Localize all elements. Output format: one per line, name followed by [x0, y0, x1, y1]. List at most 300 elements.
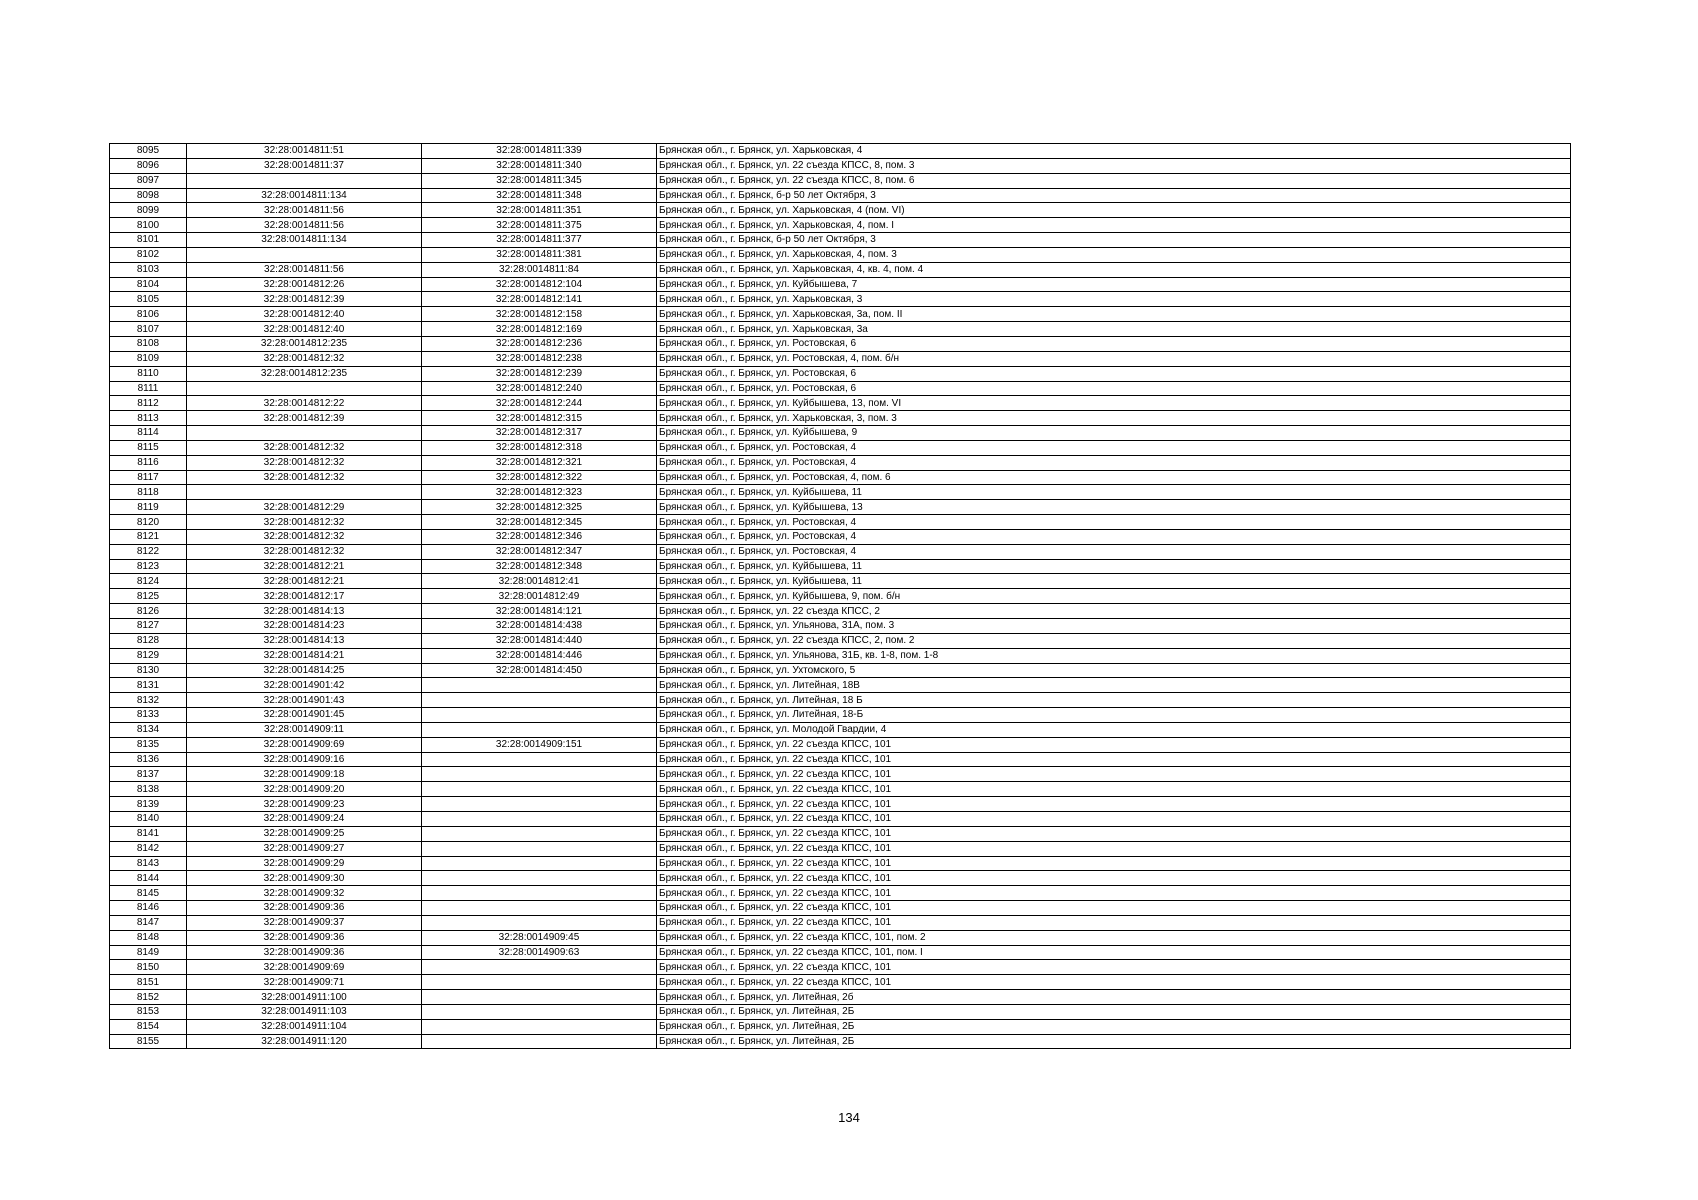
parcel-cadastral-number-cell: 32:28:0014811:37 — [187, 158, 422, 173]
address-cell: Брянская обл., г. Брянск, ул. Ухтомского, 5 — [657, 663, 1571, 678]
row-number-cell: 8097 — [110, 173, 187, 188]
address-cell: Брянская обл., г. Брянск, ул. Ростовская, 4 — [657, 440, 1571, 455]
address-cell: Брянская обл., г. Брянск, ул. 22 съезда КПСС, 101 — [657, 767, 1571, 782]
parcel-cadastral-number-cell: 32:28:0014812:40 — [187, 322, 422, 337]
row-number-cell: 8099 — [110, 203, 187, 218]
address-cell: Брянская обл., г. Брянск, ул. Харьковская, 4, пом. 3 — [657, 247, 1571, 262]
parcel-cadastral-number-cell: 32:28:0014909:29 — [187, 856, 422, 871]
parcel-cadastral-number-cell: 32:28:0014909:36 — [187, 930, 422, 945]
parcel-cadastral-number-cell: 32:28:0014909:36 — [187, 945, 422, 960]
table-row — [110, 500, 1571, 515]
address-cell: Брянская обл., г. Брянск, ул. 22 съезда КПСС, 101 — [657, 886, 1571, 901]
row-number-cell: 8106 — [110, 307, 187, 322]
row-number-cell: 8101 — [110, 233, 187, 248]
object-cadastral-number-cell — [422, 826, 657, 841]
object-cadastral-number-cell — [422, 841, 657, 856]
address-cell: Брянская обл., г. Брянск, ул. Литейная, 18В — [657, 678, 1571, 693]
object-cadastral-number-cell — [422, 782, 657, 797]
row-number-cell: 8129 — [110, 648, 187, 663]
address-cell: Брянская обл., г. Брянск, ул. Куйбышева, 7 — [657, 277, 1571, 292]
registry-table-body — [110, 144, 1571, 1049]
table-row — [110, 381, 1571, 396]
parcel-cadastral-number-cell: 32:28:0014901:45 — [187, 708, 422, 723]
object-cadastral-number-cell: 32:28:0014812:318 — [422, 440, 657, 455]
table-row — [110, 708, 1571, 723]
row-number-cell: 8151 — [110, 975, 187, 990]
address-cell: Брянская обл., г. Брянск, ул. Харьковская, 4 — [657, 144, 1571, 159]
table-row — [110, 336, 1571, 351]
address-cell: Брянская обл., г. Брянск, ул. Ростовская, 4 — [657, 544, 1571, 559]
object-cadastral-number-cell: 32:28:0014812:347 — [422, 544, 657, 559]
table-row — [110, 841, 1571, 856]
table-row — [110, 960, 1571, 975]
table-row — [110, 529, 1571, 544]
object-cadastral-number-cell: 32:28:0014909:63 — [422, 945, 657, 960]
object-cadastral-number-cell — [422, 811, 657, 826]
table-row — [110, 678, 1571, 693]
table-row — [110, 233, 1571, 248]
row-number-cell: 8152 — [110, 990, 187, 1005]
parcel-cadastral-number-cell: 32:28:0014911:104 — [187, 1019, 422, 1034]
table-row — [110, 292, 1571, 307]
row-number-cell: 8123 — [110, 559, 187, 574]
table-row — [110, 886, 1571, 901]
row-number-cell: 8149 — [110, 945, 187, 960]
table-row — [110, 485, 1571, 500]
address-cell: Брянская обл., г. Брянск, ул. Ростовская, 4 — [657, 529, 1571, 544]
row-number-cell: 8140 — [110, 811, 187, 826]
table-row — [110, 426, 1571, 441]
row-number-cell: 8128 — [110, 633, 187, 648]
parcel-cadastral-number-cell: 32:28:0014909:23 — [187, 797, 422, 812]
object-cadastral-number-cell: 32:28:0014812:321 — [422, 455, 657, 470]
object-cadastral-number-cell: 32:28:0014812:315 — [422, 411, 657, 426]
row-number-cell: 8107 — [110, 322, 187, 337]
object-cadastral-number-cell — [422, 871, 657, 886]
parcel-cadastral-number-cell: 32:28:0014814:13 — [187, 633, 422, 648]
row-number-cell: 8155 — [110, 1034, 187, 1049]
row-number-cell: 8114 — [110, 426, 187, 441]
row-number-cell: 8120 — [110, 515, 187, 530]
table-row — [110, 797, 1571, 812]
row-number-cell: 8147 — [110, 915, 187, 930]
object-cadastral-number-cell: 32:28:0014811:339 — [422, 144, 657, 159]
table-row — [110, 1004, 1571, 1019]
object-cadastral-number-cell: 32:28:0014812:169 — [422, 322, 657, 337]
table-row — [110, 262, 1571, 277]
address-cell: Брянская обл., г. Брянск, ул. 22 съезда КПСС, 101, пом. I — [657, 945, 1571, 960]
object-cadastral-number-cell — [422, 678, 657, 693]
parcel-cadastral-number-cell: 32:28:0014814:23 — [187, 619, 422, 634]
row-number-cell: 8100 — [110, 218, 187, 233]
address-cell: Брянская обл., г. Брянск, ул. Ульянова, 31А, пом. 3 — [657, 619, 1571, 634]
object-cadastral-number-cell: 32:28:0014812:317 — [422, 426, 657, 441]
row-number-cell: 8118 — [110, 485, 187, 500]
object-cadastral-number-cell — [422, 693, 657, 708]
parcel-cadastral-number-cell: 32:28:0014911:100 — [187, 990, 422, 1005]
parcel-cadastral-number-cell — [187, 485, 422, 500]
row-number-cell: 8102 — [110, 247, 187, 262]
table-row — [110, 871, 1571, 886]
object-cadastral-number-cell — [422, 975, 657, 990]
row-number-cell: 8144 — [110, 871, 187, 886]
address-cell: Брянская обл., г. Брянск, ул. 22 съезда КПСС, 101 — [657, 856, 1571, 871]
row-number-cell: 8135 — [110, 737, 187, 752]
parcel-cadastral-number-cell: 32:28:0014812:32 — [187, 455, 422, 470]
object-cadastral-number-cell — [422, 1034, 657, 1049]
table-row — [110, 693, 1571, 708]
parcel-cadastral-number-cell: 32:28:0014812:29 — [187, 500, 422, 515]
row-number-cell: 8148 — [110, 930, 187, 945]
parcel-cadastral-number-cell: 32:28:0014811:56 — [187, 203, 422, 218]
parcel-cadastral-number-cell: 32:28:0014909:69 — [187, 737, 422, 752]
address-cell: Брянская обл., г. Брянск, ул. 22 съезда КПСС, 101 — [657, 871, 1571, 886]
table-row — [110, 322, 1571, 337]
parcel-cadastral-number-cell — [187, 173, 422, 188]
address-cell: Брянская обл., г. Брянск, ул. 22 съезда КПСС, 101 — [657, 737, 1571, 752]
address-cell: Брянская обл., г. Брянск, ул. Литейная, 2б — [657, 990, 1571, 1005]
table-row — [110, 826, 1571, 841]
row-number-cell: 8143 — [110, 856, 187, 871]
parcel-cadastral-number-cell — [187, 381, 422, 396]
address-cell: Брянская обл., г. Брянск, ул. 22 съезда КПСС, 101 — [657, 752, 1571, 767]
address-cell: Брянская обл., г. Брянск, ул. Куйбышева, 11 — [657, 485, 1571, 500]
table-row — [110, 589, 1571, 604]
row-number-cell: 8104 — [110, 277, 187, 292]
parcel-cadastral-number-cell: 32:28:0014811:51 — [187, 144, 422, 159]
parcel-cadastral-number-cell: 32:28:0014812:32 — [187, 515, 422, 530]
address-cell: Брянская обл., г. Брянск, ул. Харьковская, 4, кв. 4, пом. 4 — [657, 262, 1571, 277]
object-cadastral-number-cell: 32:28:0014909:151 — [422, 737, 657, 752]
parcel-cadastral-number-cell: 32:28:0014811:56 — [187, 262, 422, 277]
table-row — [110, 811, 1571, 826]
address-cell: Брянская обл., г. Брянск, ул. Куйбышева, 9 — [657, 426, 1571, 441]
table-row — [110, 604, 1571, 619]
address-cell: Брянская обл., г. Брянск, ул. 22 съезда КПСС, 101 — [657, 901, 1571, 916]
row-number-cell: 8150 — [110, 960, 187, 975]
address-cell: Брянская обл., г. Брянск, ул. 22 съезда КПСС, 101 — [657, 915, 1571, 930]
address-cell: Брянская обл., г. Брянск, ул. Ростовская, 4 — [657, 455, 1571, 470]
row-number-cell: 8103 — [110, 262, 187, 277]
address-cell: Брянская обл., г. Брянск, ул. 22 съезда КПСС, 101 — [657, 782, 1571, 797]
address-cell: Брянская обл., г. Брянск, ул. 22 съезда КПСС, 8, пом. 6 — [657, 173, 1571, 188]
table-row — [110, 307, 1571, 322]
object-cadastral-number-cell — [422, 708, 657, 723]
table-row — [110, 351, 1571, 366]
address-cell: Брянская обл., г. Брянск, ул. Куйбышева, 13, пом. VI — [657, 396, 1571, 411]
address-cell: Брянская обл., г. Брянск, ул. Ростовская, 6 — [657, 336, 1571, 351]
table-row — [110, 203, 1571, 218]
parcel-cadastral-number-cell: 32:28:0014909:30 — [187, 871, 422, 886]
row-number-cell: 8096 — [110, 158, 187, 173]
row-number-cell: 8146 — [110, 901, 187, 916]
table-row — [110, 440, 1571, 455]
row-number-cell: 8139 — [110, 797, 187, 812]
address-cell: Брянская обл., г. Брянск, ул. Ростовская, 4, пом. б/н — [657, 351, 1571, 366]
parcel-cadastral-number-cell: 32:28:0014812:235 — [187, 336, 422, 351]
parcel-cadastral-number-cell: 32:28:0014909:11 — [187, 722, 422, 737]
table-row — [110, 544, 1571, 559]
row-number-cell: 8110 — [110, 366, 187, 381]
table-row — [110, 633, 1571, 648]
table-row — [110, 470, 1571, 485]
table-row — [110, 945, 1571, 960]
row-number-cell: 8133 — [110, 708, 187, 723]
object-cadastral-number-cell — [422, 856, 657, 871]
object-cadastral-number-cell: 32:28:0014814:121 — [422, 604, 657, 619]
row-number-cell: 8131 — [110, 678, 187, 693]
parcel-cadastral-number-cell: 32:28:0014812:235 — [187, 366, 422, 381]
parcel-cadastral-number-cell: 32:28:0014812:22 — [187, 396, 422, 411]
address-cell: Брянская обл., г. Брянск, ул. 22 съезда КПСС, 8, пом. 3 — [657, 158, 1571, 173]
address-cell: Брянская обл., г. Брянск, б-р 50 лет Октября, 3 — [657, 188, 1571, 203]
table-row — [110, 619, 1571, 634]
parcel-cadastral-number-cell: 32:28:0014812:32 — [187, 351, 422, 366]
parcel-cadastral-number-cell: 32:28:0014909:37 — [187, 915, 422, 930]
parcel-cadastral-number-cell: 32:28:0014812:21 — [187, 574, 422, 589]
row-number-cell: 8116 — [110, 455, 187, 470]
table-row — [110, 218, 1571, 233]
address-cell: Брянская обл., г. Брянск, ул. Куйбышева, 11 — [657, 559, 1571, 574]
address-cell: Брянская обл., г. Брянск, ул. 22 съезда КПСС, 101 — [657, 811, 1571, 826]
address-cell: Брянская обл., г. Брянск, ул. Харьковская, 3 — [657, 292, 1571, 307]
row-number-cell: 8122 — [110, 544, 187, 559]
table-row — [110, 990, 1571, 1005]
object-cadastral-number-cell: 32:28:0014812:348 — [422, 559, 657, 574]
object-cadastral-number-cell: 32:28:0014811:348 — [422, 188, 657, 203]
object-cadastral-number-cell: 32:28:0014811:84 — [422, 262, 657, 277]
object-cadastral-number-cell: 32:28:0014909:45 — [422, 930, 657, 945]
table-row — [110, 767, 1571, 782]
table-row — [110, 856, 1571, 871]
address-cell: Брянская обл., г. Брянск, ул. Куйбышева, 13 — [657, 500, 1571, 515]
object-cadastral-number-cell: 32:28:0014811:345 — [422, 173, 657, 188]
row-number-cell: 8115 — [110, 440, 187, 455]
row-number-cell: 8125 — [110, 589, 187, 604]
address-cell: Брянская обл., г. Брянск, ул. Литейная, 18-Б — [657, 708, 1571, 723]
table-row — [110, 1019, 1571, 1034]
object-cadastral-number-cell: 32:28:0014812:104 — [422, 277, 657, 292]
object-cadastral-number-cell — [422, 915, 657, 930]
address-cell: Брянская обл., г. Брянск, б-р 50 лет Октября, 3 — [657, 233, 1571, 248]
page-number: 134 — [838, 1110, 860, 1125]
parcel-cadastral-number-cell: 32:28:0014901:42 — [187, 678, 422, 693]
parcel-cadastral-number-cell: 32:28:0014909:27 — [187, 841, 422, 856]
table-row — [110, 366, 1571, 381]
object-cadastral-number-cell: 32:28:0014814:438 — [422, 619, 657, 634]
object-cadastral-number-cell — [422, 960, 657, 975]
object-cadastral-number-cell: 32:28:0014812:158 — [422, 307, 657, 322]
table-row — [110, 1034, 1571, 1049]
object-cadastral-number-cell — [422, 767, 657, 782]
parcel-cadastral-number-cell: 32:28:0014909:36 — [187, 901, 422, 916]
address-cell: Брянская обл., г. Брянск, ул. Харьковская, 3а — [657, 322, 1571, 337]
object-cadastral-number-cell: 32:28:0014812:345 — [422, 515, 657, 530]
parcel-cadastral-number-cell: 32:28:0014812:32 — [187, 440, 422, 455]
address-cell: Брянская обл., г. Брянск, ул. 22 съезда КПСС, 101 — [657, 797, 1571, 812]
object-cadastral-number-cell: 32:28:0014814:446 — [422, 648, 657, 663]
row-number-cell: 8105 — [110, 292, 187, 307]
table-row — [110, 752, 1571, 767]
address-cell: Брянская обл., г. Брянск, ул. Литейная, 18 Б — [657, 693, 1571, 708]
object-cadastral-number-cell: 32:28:0014812:323 — [422, 485, 657, 500]
row-number-cell: 8136 — [110, 752, 187, 767]
address-cell: Брянская обл., г. Брянск, ул. 22 съезда КПСС, 101 — [657, 826, 1571, 841]
row-number-cell: 8142 — [110, 841, 187, 856]
object-cadastral-number-cell: 32:28:0014812:244 — [422, 396, 657, 411]
table-row — [110, 737, 1571, 752]
object-cadastral-number-cell — [422, 797, 657, 812]
parcel-cadastral-number-cell: 32:28:0014909:32 — [187, 886, 422, 901]
row-number-cell: 8126 — [110, 604, 187, 619]
table-row — [110, 173, 1571, 188]
object-cadastral-number-cell: 32:28:0014812:346 — [422, 529, 657, 544]
row-number-cell: 8108 — [110, 336, 187, 351]
object-cadastral-number-cell: 32:28:0014812:325 — [422, 500, 657, 515]
table-row — [110, 663, 1571, 678]
address-cell: Брянская обл., г. Брянск, ул. Литейная, 2Б — [657, 1004, 1571, 1019]
parcel-cadastral-number-cell: 32:28:0014814:21 — [187, 648, 422, 663]
parcel-cadastral-number-cell: 32:28:0014814:25 — [187, 663, 422, 678]
address-cell: Брянская обл., г. Брянск, ул. 22 съезда КПСС, 101 — [657, 841, 1571, 856]
parcel-cadastral-number-cell: 32:28:0014812:40 — [187, 307, 422, 322]
object-cadastral-number-cell: 32:28:0014811:381 — [422, 247, 657, 262]
object-cadastral-number-cell — [422, 901, 657, 916]
row-number-cell: 8095 — [110, 144, 187, 159]
row-number-cell: 8137 — [110, 767, 187, 782]
row-number-cell: 8132 — [110, 693, 187, 708]
parcel-cadastral-number-cell: 32:28:0014909:69 — [187, 960, 422, 975]
parcel-cadastral-number-cell: 32:28:0014812:17 — [187, 589, 422, 604]
object-cadastral-number-cell — [422, 886, 657, 901]
table-row — [110, 247, 1571, 262]
parcel-cadastral-number-cell: 32:28:0014911:103 — [187, 1004, 422, 1019]
object-cadastral-number-cell — [422, 722, 657, 737]
address-cell: Брянская обл., г. Брянск, ул. 22 съезда КПСС, 2 — [657, 604, 1571, 619]
table-row — [110, 722, 1571, 737]
parcel-cadastral-number-cell: 32:28:0014909:20 — [187, 782, 422, 797]
parcel-cadastral-number-cell: 32:28:0014909:18 — [187, 767, 422, 782]
row-number-cell: 8145 — [110, 886, 187, 901]
table-row — [110, 144, 1571, 159]
address-cell: Брянская обл., г. Брянск, ул. Ростовская, 6 — [657, 381, 1571, 396]
table-row — [110, 574, 1571, 589]
table-row — [110, 455, 1571, 470]
parcel-cadastral-number-cell: 32:28:0014811:134 — [187, 188, 422, 203]
object-cadastral-number-cell: 32:28:0014811:377 — [422, 233, 657, 248]
table-row — [110, 277, 1571, 292]
table-row — [110, 901, 1571, 916]
table-row — [110, 915, 1571, 930]
address-cell: Брянская обл., г. Брянск, ул. Ульянова, 31Б, кв. 1-8, пом. 1-8 — [657, 648, 1571, 663]
parcel-cadastral-number-cell: 32:28:0014812:39 — [187, 411, 422, 426]
parcel-cadastral-number-cell: 32:28:0014909:16 — [187, 752, 422, 767]
table-row — [110, 975, 1571, 990]
object-cadastral-number-cell: 32:28:0014812:239 — [422, 366, 657, 381]
row-number-cell: 8098 — [110, 188, 187, 203]
object-cadastral-number-cell: 32:28:0014812:238 — [422, 351, 657, 366]
parcel-cadastral-number-cell: 32:28:0014812:32 — [187, 544, 422, 559]
address-cell: Брянская обл., г. Брянск, ул. Молодой Гвардии, 4 — [657, 722, 1571, 737]
row-number-cell: 8117 — [110, 470, 187, 485]
object-cadastral-number-cell: 32:28:0014812:141 — [422, 292, 657, 307]
object-cadastral-number-cell: 32:28:0014811:351 — [422, 203, 657, 218]
address-cell: Брянская обл., г. Брянск, ул. 22 съезда КПСС, 101 — [657, 960, 1571, 975]
parcel-cadastral-number-cell: 32:28:0014811:134 — [187, 233, 422, 248]
table-row — [110, 396, 1571, 411]
address-cell: Брянская обл., г. Брянск, ул. Харьковская, 4 (пом. VI) — [657, 203, 1571, 218]
table-row — [110, 930, 1571, 945]
address-cell: Брянская обл., г. Брянск, ул. 22 съезда КПСС, 101, пом. 2 — [657, 930, 1571, 945]
table-row — [110, 515, 1571, 530]
object-cadastral-number-cell: 32:28:0014812:49 — [422, 589, 657, 604]
parcel-cadastral-number-cell: 32:28:0014814:13 — [187, 604, 422, 619]
row-number-cell: 8154 — [110, 1019, 187, 1034]
address-cell: Брянская обл., г. Брянск, ул. Литейная, 2Б — [657, 1034, 1571, 1049]
parcel-cadastral-number-cell: 32:28:0014909:24 — [187, 811, 422, 826]
object-cadastral-number-cell — [422, 752, 657, 767]
row-number-cell: 8127 — [110, 619, 187, 634]
address-cell: Брянская обл., г. Брянск, ул. 22 съезда КПСС, 2, пом. 2 — [657, 633, 1571, 648]
row-number-cell: 8119 — [110, 500, 187, 515]
parcel-cadastral-number-cell: 32:28:0014909:71 — [187, 975, 422, 990]
object-cadastral-number-cell: 32:28:0014814:440 — [422, 633, 657, 648]
address-cell: Брянская обл., г. Брянск, ул. Куйбышева, 11 — [657, 574, 1571, 589]
row-number-cell: 8121 — [110, 529, 187, 544]
object-cadastral-number-cell: 32:28:0014811:340 — [422, 158, 657, 173]
address-cell: Брянская обл., г. Брянск, ул. Харьковская, 4, пом. I — [657, 218, 1571, 233]
address-cell: Брянская обл., г. Брянск, ул. 22 съезда КПСС, 101 — [657, 975, 1571, 990]
object-cadastral-number-cell: 32:28:0014812:41 — [422, 574, 657, 589]
row-number-cell: 8134 — [110, 722, 187, 737]
parcel-cadastral-number-cell: 32:28:0014909:25 — [187, 826, 422, 841]
parcel-cadastral-number-cell: 32:28:0014812:39 — [187, 292, 422, 307]
parcel-cadastral-number-cell: 32:28:0014812:21 — [187, 559, 422, 574]
parcel-cadastral-number-cell — [187, 247, 422, 262]
table-row — [110, 158, 1571, 173]
table-row — [110, 411, 1571, 426]
registry-table — [109, 143, 1571, 1049]
address-cell: Брянская обл., г. Брянск, ул. Харьковская, 3, пом. 3 — [657, 411, 1571, 426]
address-cell: Брянская обл., г. Брянск, ул. Ростовская, 6 — [657, 366, 1571, 381]
table-row — [110, 559, 1571, 574]
row-number-cell: 8153 — [110, 1004, 187, 1019]
object-cadastral-number-cell: 32:28:0014812:322 — [422, 470, 657, 485]
address-cell: Брянская обл., г. Брянск, ул. Ростовская, 4, пом. 6 — [657, 470, 1571, 485]
row-number-cell: 8113 — [110, 411, 187, 426]
object-cadastral-number-cell — [422, 1004, 657, 1019]
object-cadastral-number-cell — [422, 990, 657, 1005]
address-cell: Брянская обл., г. Брянск, ул. Харьковская, 3а, пом. II — [657, 307, 1571, 322]
object-cadastral-number-cell: 32:28:0014814:450 — [422, 663, 657, 678]
parcel-cadastral-number-cell: 32:28:0014811:56 — [187, 218, 422, 233]
row-number-cell: 8111 — [110, 381, 187, 396]
object-cadastral-number-cell: 32:28:0014811:375 — [422, 218, 657, 233]
parcel-cadastral-number-cell — [187, 426, 422, 441]
address-cell: Брянская обл., г. Брянск, ул. Литейная, 2Б — [657, 1019, 1571, 1034]
parcel-cadastral-number-cell: 32:28:0014812:32 — [187, 470, 422, 485]
table-row — [110, 648, 1571, 663]
address-cell: Брянская обл., г. Брянск, ул. Куйбышева, 9, пом. б/н — [657, 589, 1571, 604]
row-number-cell: 8112 — [110, 396, 187, 411]
object-cadastral-number-cell: 32:28:0014812:236 — [422, 336, 657, 351]
row-number-cell: 8124 — [110, 574, 187, 589]
row-number-cell: 8130 — [110, 663, 187, 678]
table-row — [110, 188, 1571, 203]
parcel-cadastral-number-cell: 32:28:0014812:26 — [187, 277, 422, 292]
row-number-cell: 8138 — [110, 782, 187, 797]
parcel-cadastral-number-cell: 32:28:0014911:120 — [187, 1034, 422, 1049]
